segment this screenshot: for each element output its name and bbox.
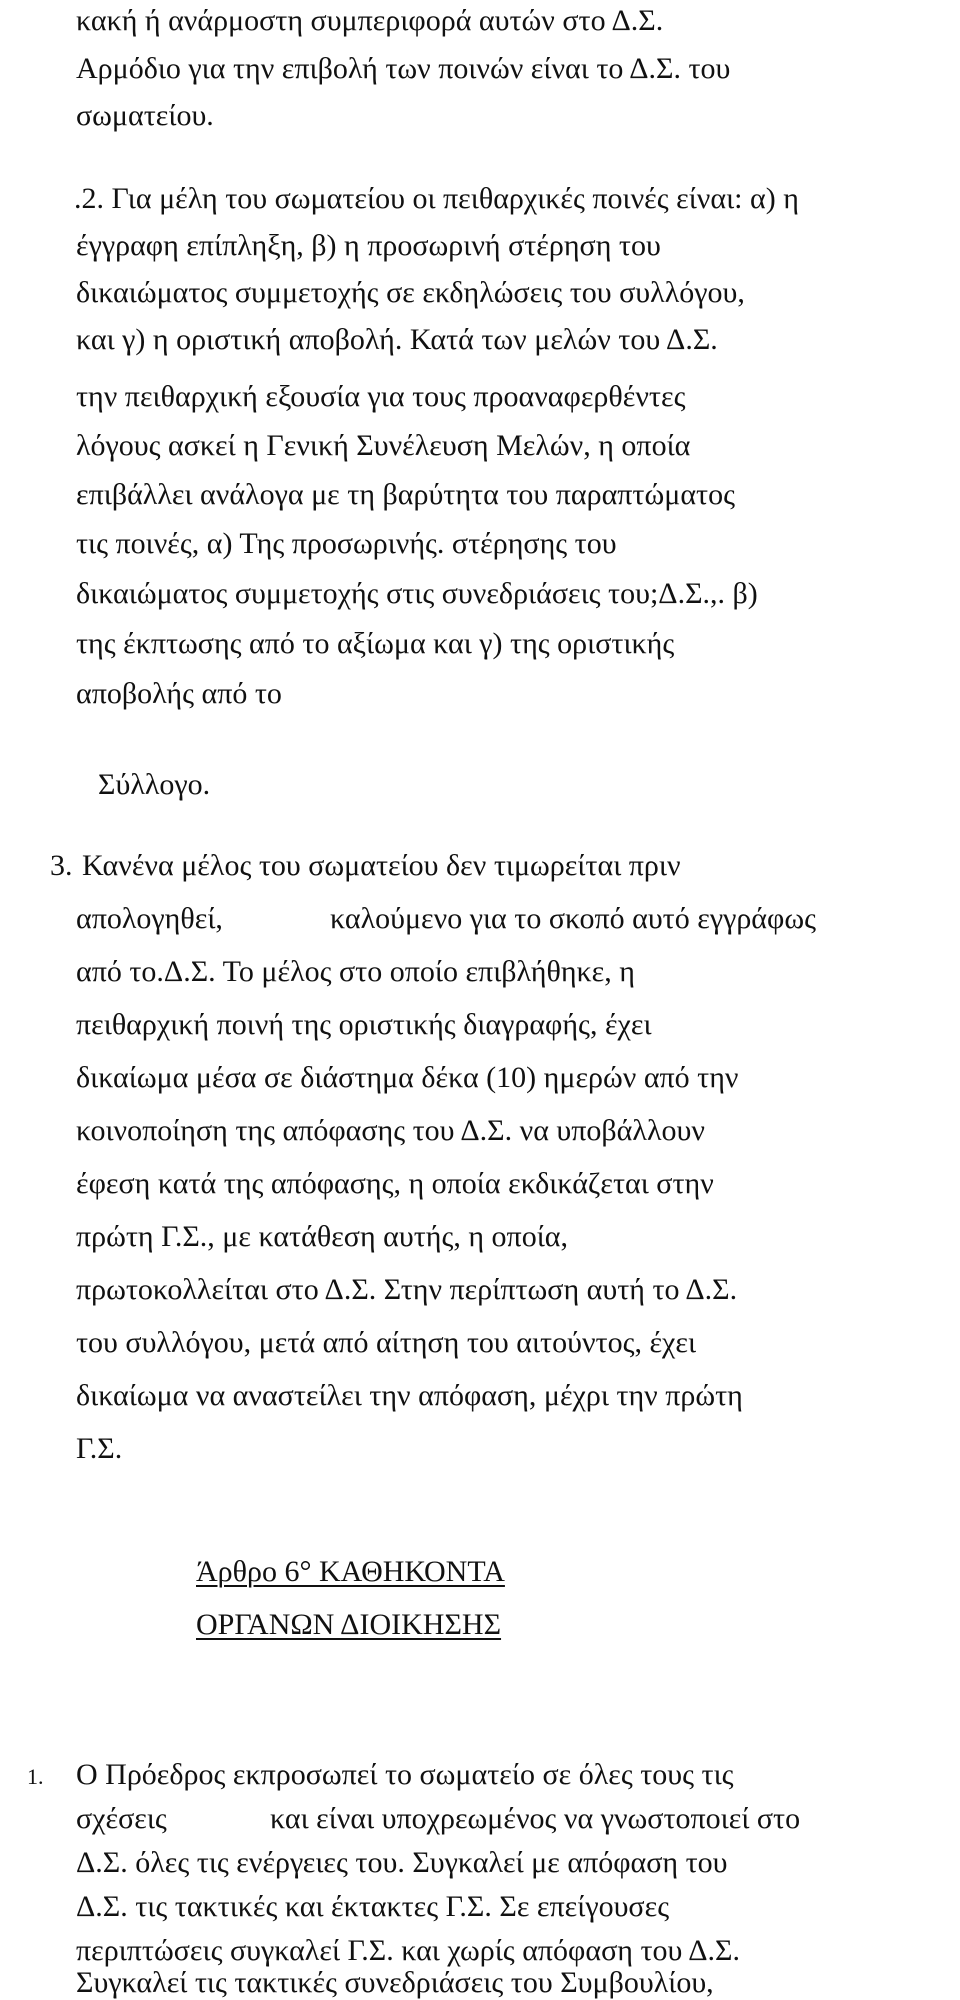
paragraph-3-line: Γ.Σ. — [76, 1432, 123, 1465]
paragraph-3-line: από το.Δ.Σ. Το μέλος στο οποίο επιβλήθηκε, η — [76, 955, 635, 988]
paragraph-3-line-a: απολογηθεί, — [76, 902, 223, 935]
item-1-line: Δ.Σ. όλες τις ενέργειες του. Συγκαλεί με απόφαση του — [76, 1846, 728, 1879]
paragraph-2-line: .2. Για μέλη του σωματείου οι πειθαρχικές ποινές είναι: α) η — [74, 182, 799, 215]
item-1-line: Ο Πρόεδρος εκπροσωπεί το σωματείο σε όλες τους τις — [76, 1758, 734, 1791]
paragraph-2-line: επιβάλλει ανάλογα με τη βαρύτητα του παραπτώματος — [76, 478, 735, 511]
paragraph-2-line: αποβολής από το — [76, 677, 282, 710]
paragraph-3-line-b: καλούμενο για το σκοπό αυτό εγγράφως — [330, 902, 816, 935]
paragraph-2-line: δικαιώματος συμμετοχής σε εκδηλώσεις του συλλόγου, — [76, 276, 745, 309]
paragraph-2-line: της έκπτωσης από το αξίωμα και γ) της οριστικής — [76, 627, 675, 660]
item-1-number: 1. — [27, 1764, 44, 1789]
paragraph-2-trailing-word: Σύλλογο. — [98, 768, 211, 801]
paragraph-3-line: πρωτοκολλείται στο Δ.Σ. Στην περίπτωση αυτή το Δ.Σ. — [76, 1273, 738, 1306]
item-1-line: Δ.Σ. τις τακτικές και έκτακτες Γ.Σ. Σε επείγουσες — [76, 1890, 670, 1923]
paragraph-3-line: πρώτη Γ.Σ., με κατάθεση αυτής, η οποία, — [76, 1220, 568, 1253]
paragraph-2-line: την πειθαρχική εξουσία για τους προαναφερθέντες — [76, 380, 686, 413]
paragraph-2-line: δικαιώματος συμμετοχής στις συνεδριάσεις του;Δ.Σ.,. β) — [76, 577, 758, 610]
fragment-line: κακή ή ανάρμοστη συμπεριφορά αυτών στο Δ.Σ. — [76, 4, 664, 37]
paragraph-3-line: Κανένα μέλος του σωματείου δεν τιμωρείται πριν — [82, 849, 681, 882]
paragraph-2-line: τις ποινές, α) Της προσωρινής. στέρησης του — [76, 527, 617, 560]
paragraph-3-line: πειθαρχική ποινή της οριστικής διαγραφής, έχει — [76, 1008, 652, 1041]
article-heading-line-1: Άρθρο 6° ΚΑΘΗΚΟΝΤΑ — [196, 1555, 505, 1588]
paragraph-3-line: του συλλόγου, μετά από αίτηση του αιτούντος, έχει — [76, 1326, 697, 1359]
paragraph-2-line: λόγους ασκεί η Γενική Συνέλευση Μελών, η οποία — [76, 429, 691, 462]
item-1-line: περιπτώσεις συγκαλεί Γ.Σ. και χωρίς απόφαση του Δ.Σ. — [76, 1934, 740, 1967]
paragraph-3-line: κοινοποίηση της απόφασης του Δ.Σ. να υποβάλλουν — [76, 1114, 705, 1147]
paragraph-3-number: 3. — [50, 849, 73, 882]
paragraph-3-line: δικαίωμα να αναστείλει την απόφαση, μέχρι την πρώτη — [76, 1379, 743, 1412]
paragraph-3-line: έφεση κατά της απόφασης, η οποία εκδικάζεται στην — [76, 1167, 714, 1200]
item-1-line-b: και είναι υποχρεωμένος να γνωστοποιεί στο — [270, 1802, 801, 1835]
fragment-line: σωματείου. — [76, 99, 214, 132]
item-1-line: Συγκαλεί τις τακτικές συνεδριάσεις του Συμβουλίου, — [76, 1966, 714, 1999]
paragraph-2-line: έγγραφη επίπληξη, β) η προσωρινή στέρηση του — [76, 229, 661, 262]
paragraph-3-line: δικαίωμα μέσα σε διάστημα δέκα (10) ημερών από την — [76, 1061, 739, 1094]
fragment-line: Αρμόδιο για την επιβολή των ποινών είναι το Δ.Σ. του — [76, 52, 731, 85]
paragraph-2-line: και γ) η οριστική αποβολή. Κατά των μελών του Δ.Σ. — [76, 323, 718, 356]
item-1-line-a: σχέσεις — [76, 1802, 167, 1835]
article-heading-line-2: ΟΡΓΑΝΩΝ ΔΙΟΙΚΗΣΗΣ — [196, 1608, 502, 1641]
